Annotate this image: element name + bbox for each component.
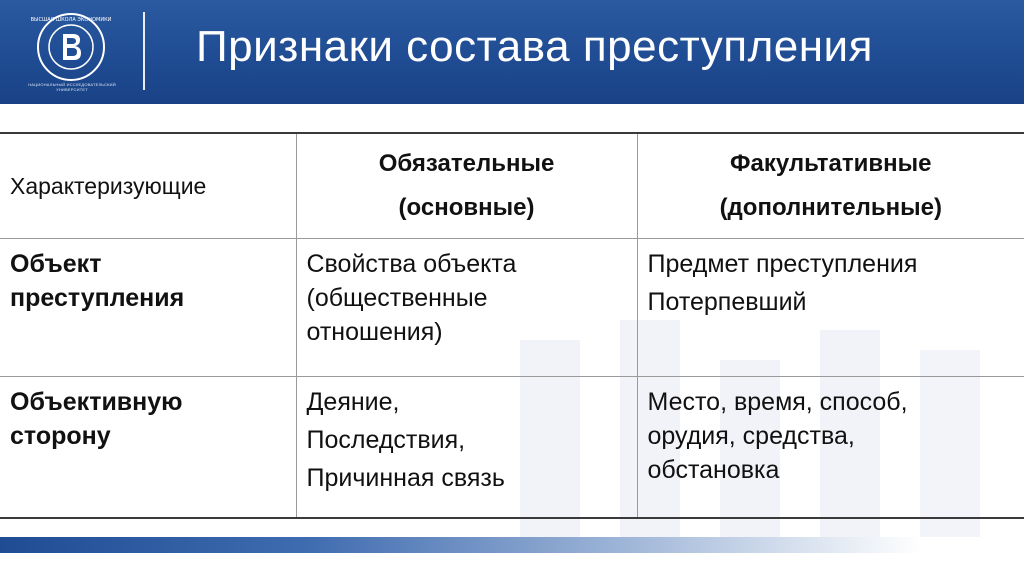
row2-mandatory-cell xyxy=(296,377,637,519)
logo-caption: НАЦИОНАЛЬНЫЙ ИССЛЕДОВАТЕЛЬСКИЙ УНИВЕРСИТЕТ xyxy=(28,82,116,92)
footer-gradient-bar xyxy=(0,537,1024,553)
row2-head-line1: Объективную xyxy=(10,388,183,416)
header-mandatory-line2: (основные) xyxy=(398,194,535,221)
university-logo xyxy=(22,10,122,94)
table-row xyxy=(0,377,1024,519)
header-cell-optional xyxy=(637,133,1024,239)
row1-mandatory-line2: (общественные xyxy=(306,284,488,312)
header-optional-line1: Факультативные xyxy=(730,150,932,177)
row2-optional-line2: орудия, средства, xyxy=(647,422,855,450)
row-head-object xyxy=(0,239,296,377)
row1-mandatory-line3: отношения) xyxy=(306,318,443,346)
logo-emblem-icon xyxy=(30,12,112,82)
header-cell-characterizing xyxy=(0,133,296,239)
row2-optional-line1: Место, время, способ, xyxy=(647,388,908,416)
row2-optional-cell xyxy=(637,377,1024,519)
row2-mandatory-line3: Причинная связь xyxy=(306,464,505,492)
logo-ring-text: ВЫСШАЯ ШКОЛА ЭКОНОМИКИ xyxy=(30,17,112,23)
row1-optional-cell xyxy=(637,239,1024,377)
criteria-table xyxy=(0,132,1024,519)
header-mandatory-line1: Обязательные xyxy=(378,150,555,177)
table-row xyxy=(0,239,1024,377)
header-divider xyxy=(143,12,145,90)
slide-header xyxy=(0,0,1024,104)
row1-head-line1: Объект xyxy=(10,250,102,278)
row1-optional-line2: Потерпевший xyxy=(647,288,807,316)
page-title: Признаки состава преступления xyxy=(196,22,873,71)
row2-mandatory-line2: Последствия, xyxy=(306,426,466,454)
row-head-objective-side xyxy=(0,377,296,519)
row1-head-line2: преступления xyxy=(10,284,185,312)
row1-mandatory-line1: Свойства объекта xyxy=(306,250,517,278)
row1-optional-line1: Предмет преступления xyxy=(647,250,918,278)
header-optional-line2: (дополнительные) xyxy=(719,194,942,221)
header-cell-mandatory xyxy=(296,133,637,239)
row2-optional-line3: обстановка xyxy=(647,456,780,484)
row2-mandatory-line1: Деяние, xyxy=(306,388,400,416)
row1-mandatory-cell xyxy=(296,239,637,377)
header-characterizing: Характеризующие xyxy=(10,173,207,199)
row2-head-line2: сторону xyxy=(10,422,111,450)
table-header-row xyxy=(0,133,1024,239)
